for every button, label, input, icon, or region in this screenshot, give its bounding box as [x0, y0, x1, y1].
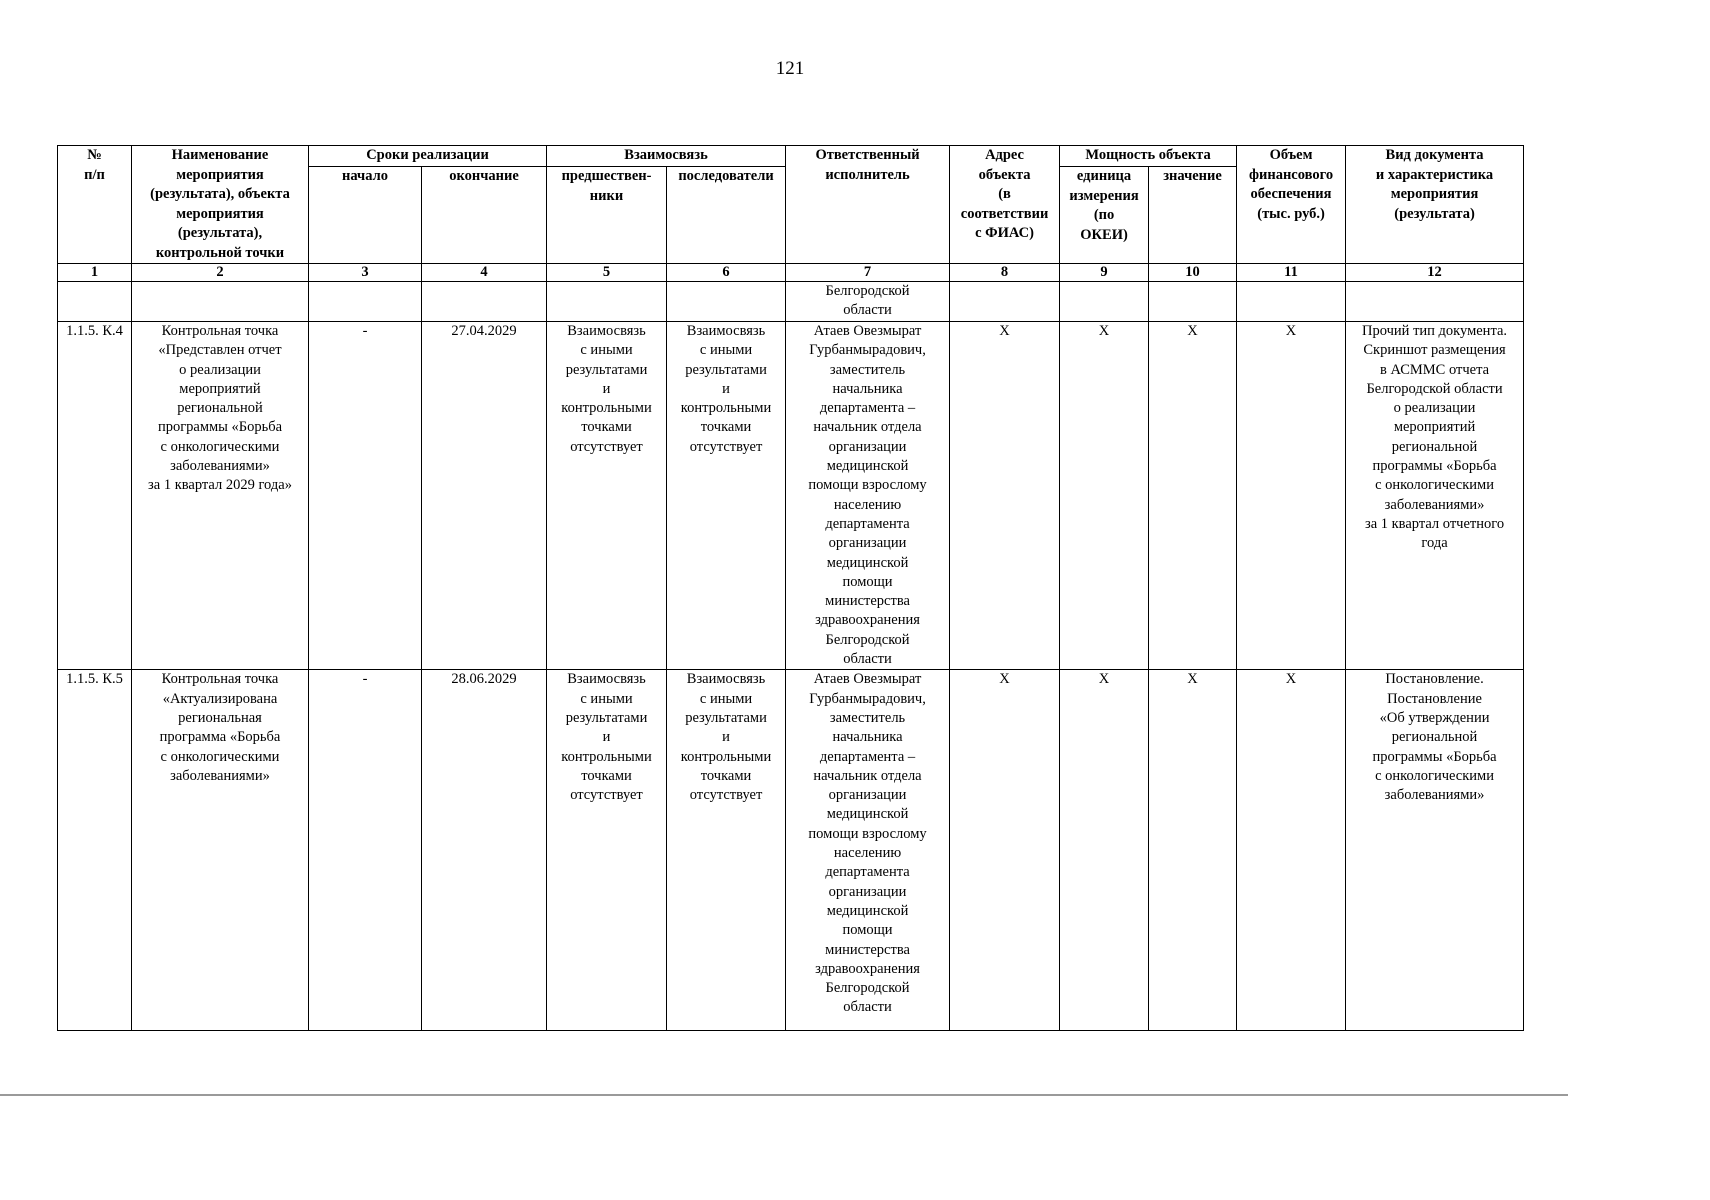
- empty-cell: [667, 282, 786, 322]
- finance-cell: Х: [1237, 670, 1346, 1031]
- header-capacity: Мощность объекта: [1060, 146, 1237, 167]
- header-successors: последователи: [667, 167, 786, 264]
- header-end: окончание: [422, 167, 547, 264]
- empty-cell: [1237, 282, 1346, 322]
- end-date-cell: 27.04.2029: [422, 322, 547, 670]
- empty-cell: [1060, 282, 1149, 322]
- header-start: начало: [309, 167, 422, 264]
- predecessors-cell: Взаимосвязь с иными результатами и контрольными точками отсутствует: [547, 322, 667, 670]
- empty-cell: [1346, 282, 1524, 322]
- column-number: 4: [422, 264, 547, 282]
- column-number: 8: [950, 264, 1060, 282]
- row-number-cell: 1.1.5. К.4: [58, 322, 132, 670]
- table-row: [58, 670, 1524, 1031]
- empty-cell: [1149, 282, 1237, 322]
- responsible-cell: Атаев Овезмырат Гурбанмырадович, заместитель начальника департамента – начальник отдела организации медицинской помощи взрослому населению департамента организации медицинской помощи министерства здравоохранения Белгородской области: [786, 322, 950, 670]
- value-cell: Х: [1149, 322, 1237, 670]
- start-date-cell: -: [309, 670, 422, 1031]
- header-predecessors: предшествен- ники: [547, 167, 667, 264]
- event-name-cell: Контрольная точка «Актуализирована региональная программа «Борьба с онкологическими заболеваниями»: [132, 670, 309, 1031]
- start-date-cell: -: [309, 322, 422, 670]
- responsible-cell: Атаев Овезмырат Гурбанмырадович, заместитель начальника департамента – начальник отдела организации медицинской помощи взрослому населению департамента организации медицинской помощи министерства здравоохранения Белгородской области: [786, 670, 950, 1031]
- responsible-cell: Белгородской области: [786, 282, 950, 322]
- header-unit: единица измерения (по ОКЕИ): [1060, 167, 1149, 264]
- column-number-row: [58, 264, 1524, 282]
- page-number: 121: [775, 58, 805, 79]
- header-num: № п/п: [58, 146, 132, 264]
- column-number: 6: [667, 264, 786, 282]
- empty-cell: [58, 282, 132, 322]
- address-cell: Х: [950, 670, 1060, 1031]
- header-finance: Объем финансового обеспечения (тыс. руб.): [1237, 146, 1346, 264]
- unit-cell: Х: [1060, 670, 1149, 1031]
- end-date-cell: 28.06.2029: [422, 670, 547, 1031]
- column-number: 9: [1060, 264, 1149, 282]
- doc-type-cell: Постановление. Постановление «Об утверждении региональной программы «Борьба с онкологическими заболеваниями»: [1346, 670, 1524, 1031]
- unit-cell: Х: [1060, 322, 1149, 670]
- empty-cell: [309, 282, 422, 322]
- finance-cell: Х: [1237, 322, 1346, 670]
- column-number: 7: [786, 264, 950, 282]
- column-number: 3: [309, 264, 422, 282]
- value-cell: Х: [1149, 670, 1237, 1031]
- table-row: [58, 322, 1524, 670]
- address-cell: Х: [950, 322, 1060, 670]
- column-number: 2: [132, 264, 309, 282]
- doc-type-cell: Прочий тип документа. Скриншот размещения в АСММС отчета Белгородской области о реализации мероприятий региональной программы «Борьба с онкологическими заболеваниями» за 1 квартал отчетного года: [1346, 322, 1524, 670]
- empty-cell: [132, 282, 309, 322]
- header-doc-type: Вид документа и характеристика мероприятия (результата): [1346, 146, 1524, 264]
- header-value: значение: [1149, 167, 1237, 264]
- column-number: 12: [1346, 264, 1524, 282]
- empty-cell: [547, 282, 667, 322]
- row-number-cell: 1.1.5. К.5: [58, 670, 132, 1031]
- successors-cell: Взаимосвязь с иными результатами и контрольными точками отсутствует: [667, 670, 786, 1031]
- predecessors-cell: Взаимосвязь с иными результатами и контрольными точками отсутствует: [547, 670, 667, 1031]
- header-relation: Взаимосвязь: [547, 146, 786, 167]
- column-number: 11: [1237, 264, 1346, 282]
- implementation-plan-table: [57, 145, 1524, 1031]
- event-name-cell: Контрольная точка «Представлен отчет о реализации мероприятий региональной программы «Борьба с онкологическими заболеваниями» за 1 квартал 2029 года»: [132, 322, 309, 670]
- header-terms: Сроки реализации: [309, 146, 547, 167]
- scan-edge-line: [0, 1094, 1568, 1096]
- header-name: Наименование мероприятия (результата), объекта мероприятия (результата), контрольной точки: [132, 146, 309, 264]
- column-number: 5: [547, 264, 667, 282]
- empty-cell: [950, 282, 1060, 322]
- header-responsible: Ответственный исполнитель: [786, 146, 950, 264]
- column-number: 10: [1149, 264, 1237, 282]
- successors-cell: Взаимосвязь с иными результатами и контрольными точками отсутствует: [667, 322, 786, 670]
- continuation-row: [58, 282, 1524, 322]
- header-address: Адрес объекта (в соответствии с ФИАС): [950, 146, 1060, 264]
- column-number: 1: [58, 264, 132, 282]
- empty-cell: [422, 282, 547, 322]
